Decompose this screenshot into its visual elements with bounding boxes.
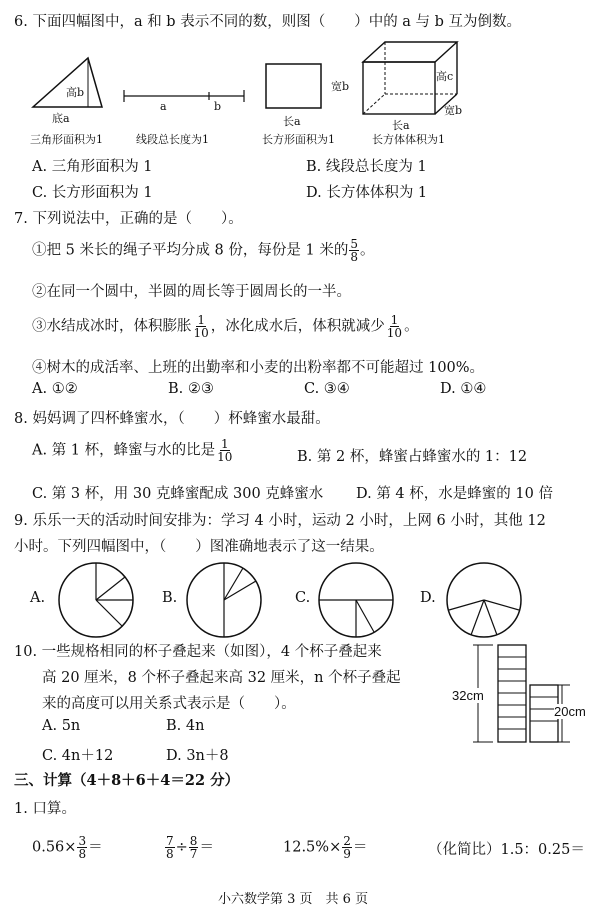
line-a-label: a bbox=[160, 100, 167, 113]
q8-option-b: B. 第 2 杯，蜂蜜占蜂蜜水的 1：12 bbox=[297, 449, 528, 465]
q7-option-d: D. ①④ bbox=[440, 381, 487, 397]
q10-option-c: C. 4n＋12 bbox=[42, 748, 114, 764]
q7-s1-text: ①把 5 米长的绳子平均分成 8 份，每份是 1 米的 bbox=[32, 242, 349, 259]
line-b-label: b bbox=[214, 100, 222, 113]
page-footer: 小六数学第 3 页 共 6 页 bbox=[218, 892, 369, 907]
caption-line: 线段总长度为1 bbox=[136, 133, 209, 146]
q7-stem: 7. 下列说法中，正确的是（ ）。 bbox=[14, 211, 243, 227]
label-32cm: 32cm bbox=[452, 688, 484, 703]
q7-option-b: B. ②③ bbox=[168, 381, 214, 397]
q6-option-d: D. 长方体体积为 1 bbox=[306, 185, 428, 201]
fraction-1-10-a: $\frac{1}{10}$ bbox=[193, 313, 209, 340]
pie-chart-b bbox=[184, 560, 264, 640]
calc-2: $\frac{7}{8}$ ÷ $\frac{8}{7}$ ＝ bbox=[166, 834, 214, 861]
q6-option-a: A. 三角形面积为 1 bbox=[32, 159, 153, 175]
q10-line-2: 高 20 厘米，8 个杯子叠起来高 32 厘米，n 个杯子叠起 bbox=[42, 670, 401, 686]
pie-c-label: C. bbox=[295, 590, 311, 606]
pie-b-label: B. bbox=[162, 590, 178, 606]
fraction-7-8: $\frac{7}{8}$ bbox=[166, 834, 174, 861]
q7-statement-1: ①把 5 米长的绳子平均分成 8 份，每份是 1 米的 $\frac{5}{8}$ 。 bbox=[32, 237, 375, 264]
q8-option-a: A. 第 1 杯，蜂蜜与水的比是 $\frac{1}{10}$ bbox=[32, 437, 233, 464]
q7-statement-3: ③水结成冰时，体积膨胀 $\frac{1}{10}$ ，冰化成水后，体积就减少 $\frac{1}{10}$ 。 bbox=[32, 313, 419, 340]
calc-4: （化简比）1.5：0.25＝ bbox=[428, 842, 585, 858]
box-height-label: 高c bbox=[436, 70, 454, 83]
pie-d-label: D. bbox=[420, 590, 436, 606]
box-length-label: 长a bbox=[392, 119, 410, 132]
q10-option-b: B. 4n bbox=[166, 718, 205, 734]
sub-question-1: 1. 口算。 bbox=[14, 801, 76, 817]
q10-option-d: D. 3n＋8 bbox=[166, 748, 229, 764]
caption-rectangle: 长方形面积为1 bbox=[262, 133, 335, 146]
q6-option-c: C. 长方形面积为 1 bbox=[32, 185, 153, 201]
pie-chart-a bbox=[56, 560, 136, 640]
fraction-3-8: $\frac{3}{8}$ bbox=[78, 834, 87, 861]
box-width-label: 宽b bbox=[444, 104, 463, 117]
caption-cuboid: 长方体体积为1 bbox=[372, 133, 445, 146]
pie-a-label: A. bbox=[30, 590, 46, 606]
q6-option-b: B. 线段总长度为 1 bbox=[306, 159, 427, 175]
q10-option-a: A. 5n bbox=[42, 718, 81, 734]
tri-base-label: 底a bbox=[52, 112, 70, 125]
q7-statement-4: ④树木的成活率、上班的出勤率和小麦的出粉率都不可能超过 100%。 bbox=[32, 360, 485, 376]
label-20cm: 20cm bbox=[554, 704, 586, 719]
rect-length-label: 长a bbox=[283, 115, 301, 128]
tri-height-label: 高b bbox=[66, 86, 85, 99]
pie-chart-d bbox=[444, 560, 524, 640]
q8-option-c: C. 第 3 杯，用 30 克蜂蜜配成 300 克蜂蜜水 bbox=[32, 486, 324, 502]
fraction-5-8: $\frac{5}{8}$ bbox=[350, 237, 358, 264]
fraction-2-9: $\frac{2}{9}$ bbox=[343, 834, 351, 861]
q7-option-a: A. ①② bbox=[32, 381, 78, 397]
fraction-8-7: $\frac{8}{7}$ bbox=[189, 834, 198, 861]
q8-option-d: D. 第 4 杯，水是蜂蜜的 10 倍 bbox=[356, 486, 553, 502]
q6-rectangle-figure bbox=[265, 63, 325, 113]
calc-3: 12.5%× $\frac{2}{9}$ ＝ bbox=[283, 834, 368, 861]
q6-stem: 6. 下面四幅图中，a 和 b 表示不同的数，则图（ ）中的 a 与 b 互为倒数。 bbox=[14, 14, 522, 30]
pie-chart-c bbox=[316, 560, 396, 640]
q10-line-3: 来的高度可以用关系式表示是（ ）。 bbox=[42, 696, 296, 712]
rect-width-label: 宽b bbox=[331, 80, 350, 93]
q7-option-c: C. ③④ bbox=[304, 381, 350, 397]
section-3-title: 三、计算（4＋8＋6＋4＝22 分） bbox=[14, 772, 240, 789]
caption-triangle: 三角形面积为1 bbox=[30, 133, 103, 146]
calc-1: 0.56× $\frac{3}{8}$ ＝ bbox=[32, 834, 103, 861]
q9-line-1: 9. 乐乐一天的活动时间安排为：学习 4 小时，运动 2 小时，上网 6 小时，其他 12 bbox=[14, 513, 546, 529]
q9-line-2: 小时。下列四幅图中，（ ）图准确地表示了这一结果。 bbox=[14, 539, 384, 555]
fraction-1-10-c: $\frac{1}{10}$ bbox=[217, 437, 233, 464]
q6-line-figure bbox=[124, 88, 249, 104]
q7-statement-2: ②在同一个圆中，半圆的周长等于圆周长的一半。 bbox=[32, 284, 351, 300]
q8-stem: 8. 妈妈调了四杯蜂蜜水，（ ）杯蜂蜜水最甜。 bbox=[14, 411, 330, 427]
fraction-1-10-b: $\frac{1}{10}$ bbox=[386, 313, 403, 340]
q10-line-1: 10. 一些规格相同的杯子叠起来（如图），4 个杯子叠起来 bbox=[14, 644, 382, 660]
